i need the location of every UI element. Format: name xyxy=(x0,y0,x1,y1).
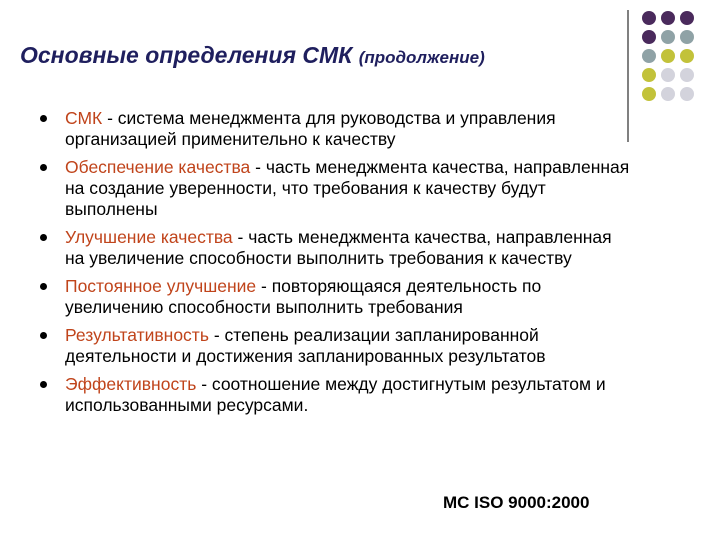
bullet-icon xyxy=(40,164,47,171)
slide-title xyxy=(20,42,485,69)
definition-list xyxy=(40,108,630,423)
definition-item xyxy=(40,374,630,416)
standard-reference: МС ISO 9000:2000 xyxy=(443,493,590,512)
slide-title-text: Основные определения СМК xyxy=(20,42,353,68)
decorative-dot xyxy=(661,30,675,44)
decorative-dot xyxy=(642,11,656,25)
decorative-dot xyxy=(642,49,656,63)
bullet-icon xyxy=(40,234,47,241)
bullet-icon xyxy=(40,332,47,339)
definition-term: Постоянное улучшение xyxy=(65,276,257,296)
decorative-dot xyxy=(680,68,694,82)
definition-term: Результативность xyxy=(65,325,209,345)
decorative-dot xyxy=(642,87,656,101)
definition-item xyxy=(40,227,630,269)
definition-text: - система менеджмента для руководства и управления организацией применительно к качеству xyxy=(65,108,556,149)
decorative-dot-grid xyxy=(642,11,714,107)
definition-item xyxy=(40,157,630,220)
decorative-dot xyxy=(680,30,694,44)
decorative-dot xyxy=(642,68,656,82)
definition-item xyxy=(40,325,630,367)
decorative-dot xyxy=(680,87,694,101)
definition-text: - повторяющаяся деятельность по увеличению способности выполнить требования xyxy=(65,276,542,317)
definition-term: Обеспечение качества xyxy=(65,157,251,177)
definition-item xyxy=(40,276,630,318)
decorative-dot xyxy=(661,87,675,101)
definition-term: Улучшение качества xyxy=(65,227,233,247)
bullet-icon xyxy=(40,283,47,290)
definition-text: - соотношение между достигнутым результатом и использованными ресурсами. xyxy=(65,374,606,415)
decorative-dot xyxy=(661,68,675,82)
decorative-dot xyxy=(661,49,675,63)
decorative-dot xyxy=(680,49,694,63)
definition-text: - часть менеджмента качества, направленная на увеличение способности выполнить требования к качеству xyxy=(65,227,612,268)
definition-text: - часть менеджмента качества, направленная на создание уверенности, что требования к качеству будут выполнены xyxy=(65,157,630,219)
decorative-dot xyxy=(661,11,675,25)
definition-term: СМК xyxy=(65,108,103,128)
decorative-dot xyxy=(680,11,694,25)
definition-term: Эффективность xyxy=(65,374,197,394)
bullet-icon xyxy=(40,381,47,388)
decorative-dot xyxy=(642,30,656,44)
bullet-icon xyxy=(40,115,47,122)
slide-title-suffix: (продолжение) xyxy=(358,48,485,67)
definition-text: - степень реализации запланированной деятельности и достижения запланированных результатов xyxy=(65,325,546,366)
definition-item xyxy=(40,108,630,150)
